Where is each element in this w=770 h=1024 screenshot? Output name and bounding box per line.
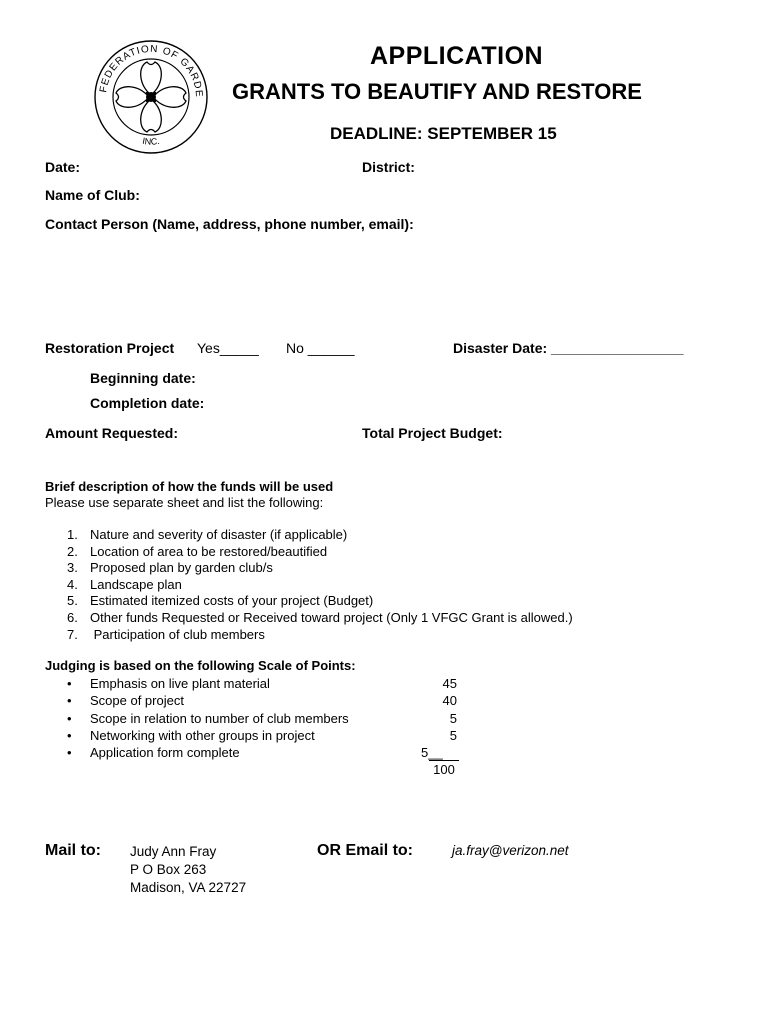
- contact-person-label: Contact Person (Name, address, phone number, email):: [45, 216, 414, 232]
- beginning-date-label: Beginning date:: [90, 370, 196, 386]
- disaster-date-label: Disaster Date: _________________: [453, 340, 684, 356]
- completion-date-label: Completion date:: [90, 395, 205, 411]
- total-budget-label: Total Project Budget:: [362, 425, 503, 441]
- mail-address-line1: P O Box 263: [130, 862, 207, 877]
- judging-list: [67, 675, 457, 761]
- restoration-project-label: Restoration Project: [45, 340, 175, 356]
- restoration-no: No ______: [286, 340, 355, 356]
- svg-text:INC.: [142, 136, 161, 147]
- mail-name: Judy Ann Fray: [130, 844, 217, 859]
- judging-item: • Application form complete 5__: [67, 745, 443, 761]
- list-item: 2. Location of area to be restored/beautified: [67, 543, 328, 559]
- judging-item: • Scope of project 40: [67, 693, 457, 709]
- email-to-label: OR Email to:: [317, 842, 414, 859]
- list-item: 5. Estimated itemized costs of your project (Budget): [67, 593, 374, 609]
- page-subtitle: GRANTS TO BEAUTIFY AND RESTORE: [232, 79, 642, 104]
- judging-item: • Networking with other groups in project 5: [67, 727, 457, 743]
- mail-address-line2: Madison, VA 22727: [130, 880, 247, 895]
- mail-address: [130, 843, 246, 897]
- list-item: 1. Nature and severity of disaster (if applicable): [67, 527, 348, 542]
- points-total: 100: [429, 760, 459, 777]
- description-instruction: Please use separate sheet and list the following:: [45, 495, 324, 510]
- judging-item: • Emphasis on live plant material 45: [67, 676, 457, 691]
- club-name-label: Name of Club:: [45, 187, 140, 203]
- judging-heading: Judging is based on the following Scale of Points:: [45, 658, 356, 673]
- email-address[interactable]: ja.fray@verizon.net: [452, 843, 569, 858]
- restoration-yes: Yes_____: [197, 340, 259, 356]
- page-title: APPLICATION: [370, 42, 544, 70]
- deadline: DEADLINE: SEPTEMBER 15: [330, 124, 557, 143]
- list-item: 6. Other funds Requested or Received toward project (Only 1 VFGC Grant is allowed.): [67, 609, 573, 625]
- date-label: Date:: [45, 159, 81, 175]
- judging-item: • Scope in relation to number of club members 5: [67, 710, 457, 726]
- mail-to-label: Mail to:: [45, 842, 101, 859]
- logo-ring-text: FEDERATION OF GARDE: [98, 43, 205, 98]
- description-list: [67, 527, 573, 643]
- amount-requested-label: Amount Requested:: [45, 425, 178, 441]
- district-label: District:: [362, 159, 415, 175]
- list-item: 7. Participation of club members: [67, 626, 265, 642]
- logo-ring-inc: INC.: [141, 135, 161, 147]
- list-item: 4. Landscape plan: [67, 576, 182, 592]
- description-heading: Brief description of how the funds will be used: [45, 479, 334, 494]
- vfgc-logo: [92, 38, 210, 156]
- list-item: 3. Proposed plan by garden club/s: [67, 560, 273, 576]
